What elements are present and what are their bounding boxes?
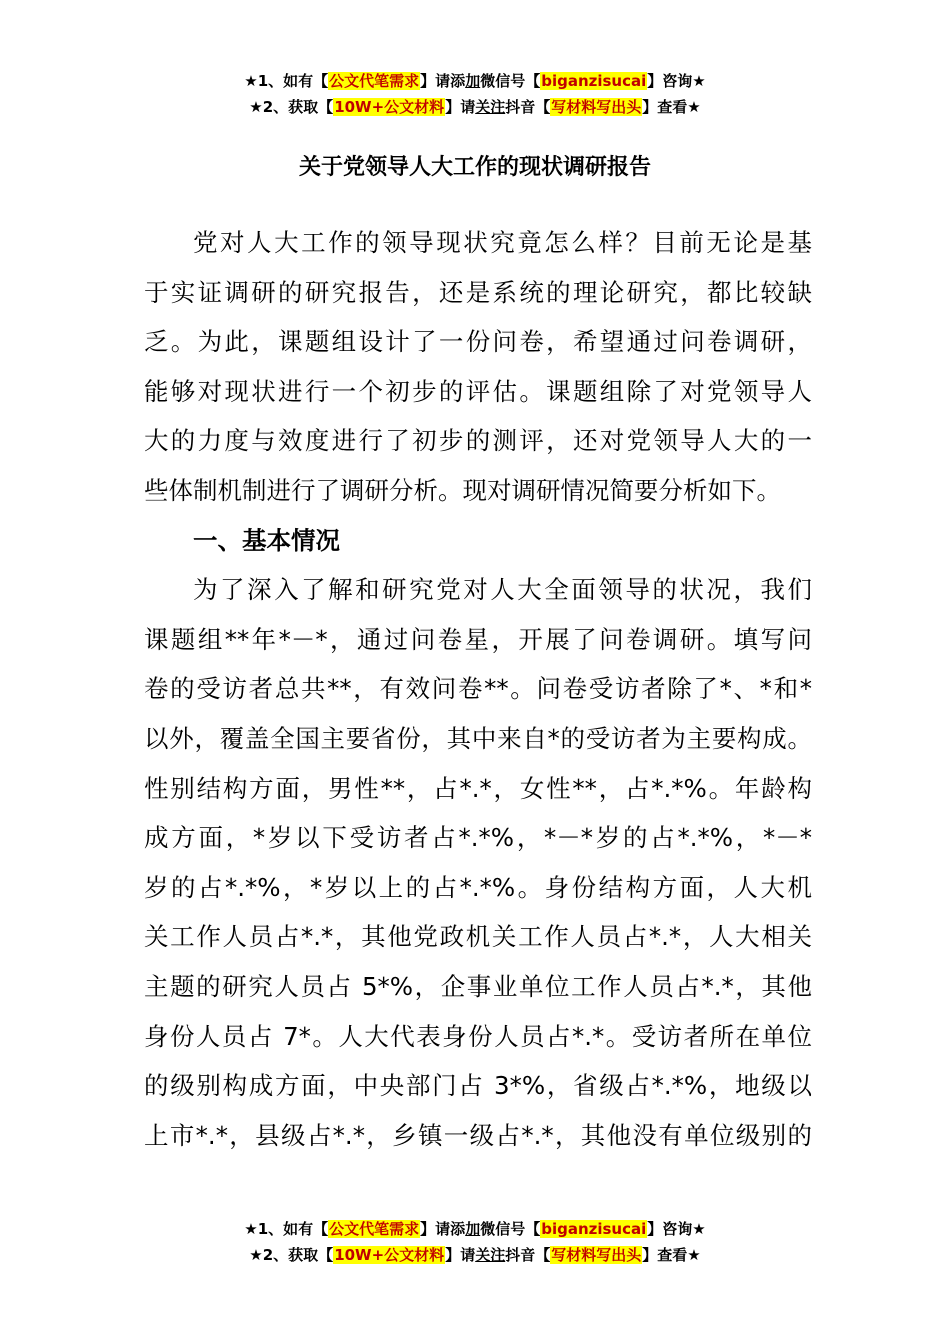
paragraph-line: 能够对现状进行一个初步的评估。课题组除了对党领导人	[144, 376, 812, 406]
banner-line-1	[0, 1216, 950, 1242]
paragraph-line: 岁的占*.*%，*岁以上的占*.*%。身份结构方面，人大机	[144, 872, 812, 902]
paragraph-line: 卷的受访者总共**，有效问卷**。问卷受访者除了*、*和*	[144, 674, 812, 704]
banner-text: ★1、如有【	[244, 72, 329, 90]
document-body	[144, 218, 812, 1160]
paragraph-line: 成方面，*岁以下受访者占*.*%，*－*岁的占*.*%，*－*	[144, 823, 812, 853]
banner-text: ★2、获取【	[249, 1246, 334, 1264]
banner-text: 】请	[445, 1246, 476, 1264]
banner-text: 】咨询★	[647, 1220, 706, 1238]
paragraph-line: 些体制机制进行了调研分析。现对调研情况简要分析如下。	[144, 475, 781, 505]
banner-highlight: 公文代笔需求	[329, 1220, 420, 1238]
banner-text: 微信号【	[480, 1220, 541, 1238]
banner-underlined: 加	[465, 1220, 481, 1238]
header-banner	[0, 68, 950, 120]
banner-highlight: biganzisucai	[541, 72, 647, 90]
banner-highlight: 公文代笔需求	[329, 72, 420, 90]
paragraph-line: 主题的研究人员占 5*%，企事业单位工作人员占*.*，其他	[144, 971, 812, 1001]
footer-banner	[0, 1216, 950, 1268]
banner-text: 】查看★	[642, 1246, 701, 1264]
banner-highlight: 写材料写出头	[551, 1246, 642, 1264]
banner-text: 】查看★	[642, 98, 701, 116]
paragraph-line: 关工作人员占*.*，其他党政机关工作人员占*.*，人大相关	[144, 922, 812, 952]
banner-highlight: 10W+公文材料	[334, 1246, 445, 1264]
banner-text: 】咨询★	[647, 72, 706, 90]
paragraph-line: 身份人员占 7*。人大代表身份人员占*.*。受访者所在单位	[144, 1021, 812, 1051]
banner-text: 抖音【	[505, 98, 551, 116]
paragraph-line: 于实证调研的研究报告，还是系统的理论研究，都比较缺	[144, 277, 812, 307]
section-heading: 一、基本情况	[193, 525, 340, 555]
paragraph-line: 大的力度与效度进行了初步的测评，还对党领导人大的一	[144, 426, 812, 456]
banner-text: 】请	[445, 98, 476, 116]
banner-text: ★1、如有【	[244, 1220, 329, 1238]
paragraph-line: 课题组**年*－*，通过问卷星，开展了问卷调研。填写问	[144, 624, 812, 654]
paragraph-line: 乏。为此，课题组设计了一份问卷，希望通过问卷调研，	[144, 327, 812, 357]
banner-underlined: 加	[465, 72, 481, 90]
paragraph-line: 上市*.*，县级占*.*，乡镇一级占*.*，其他没有单位级别的	[144, 1120, 812, 1150]
banner-line-2	[0, 94, 950, 120]
banner-highlight: 10W+公文材料	[334, 98, 445, 116]
banner-text: 】请添	[420, 1220, 466, 1238]
document-title: 关于党领导人大工作的现状调研报告	[298, 155, 651, 180]
paragraph-line: 为了深入了解和研究党对人大全面领导的状况，我们	[193, 575, 812, 605]
paragraph-line: 性别结构方面，男性**，占*.*，女性**，占*.*%。年龄构	[144, 773, 812, 803]
paragraph-line: 的级别构成方面，中央部门占 3*%，省级占*.*%，地级以	[144, 1071, 812, 1101]
banner-line-2	[0, 1242, 950, 1268]
banner-text: ★2、获取【	[249, 98, 334, 116]
banner-text: 抖音【	[505, 1246, 551, 1264]
banner-text: 】请添	[420, 72, 466, 90]
banner-highlight: biganzisucai	[541, 1220, 647, 1238]
banner-highlight: 写材料写出头	[551, 98, 642, 116]
banner-text: 微信号【	[480, 72, 541, 90]
paragraph-line: 以外，覆盖全国主要省份，其中来自*的受访者为主要构成。	[144, 723, 812, 753]
banner-underlined: 关注	[475, 1246, 506, 1264]
paragraph-line: 党对人大工作的领导现状究竟怎么样？目前无论是基	[193, 228, 812, 257]
banner-underlined: 关注	[475, 98, 506, 116]
banner-line-1	[0, 68, 950, 94]
